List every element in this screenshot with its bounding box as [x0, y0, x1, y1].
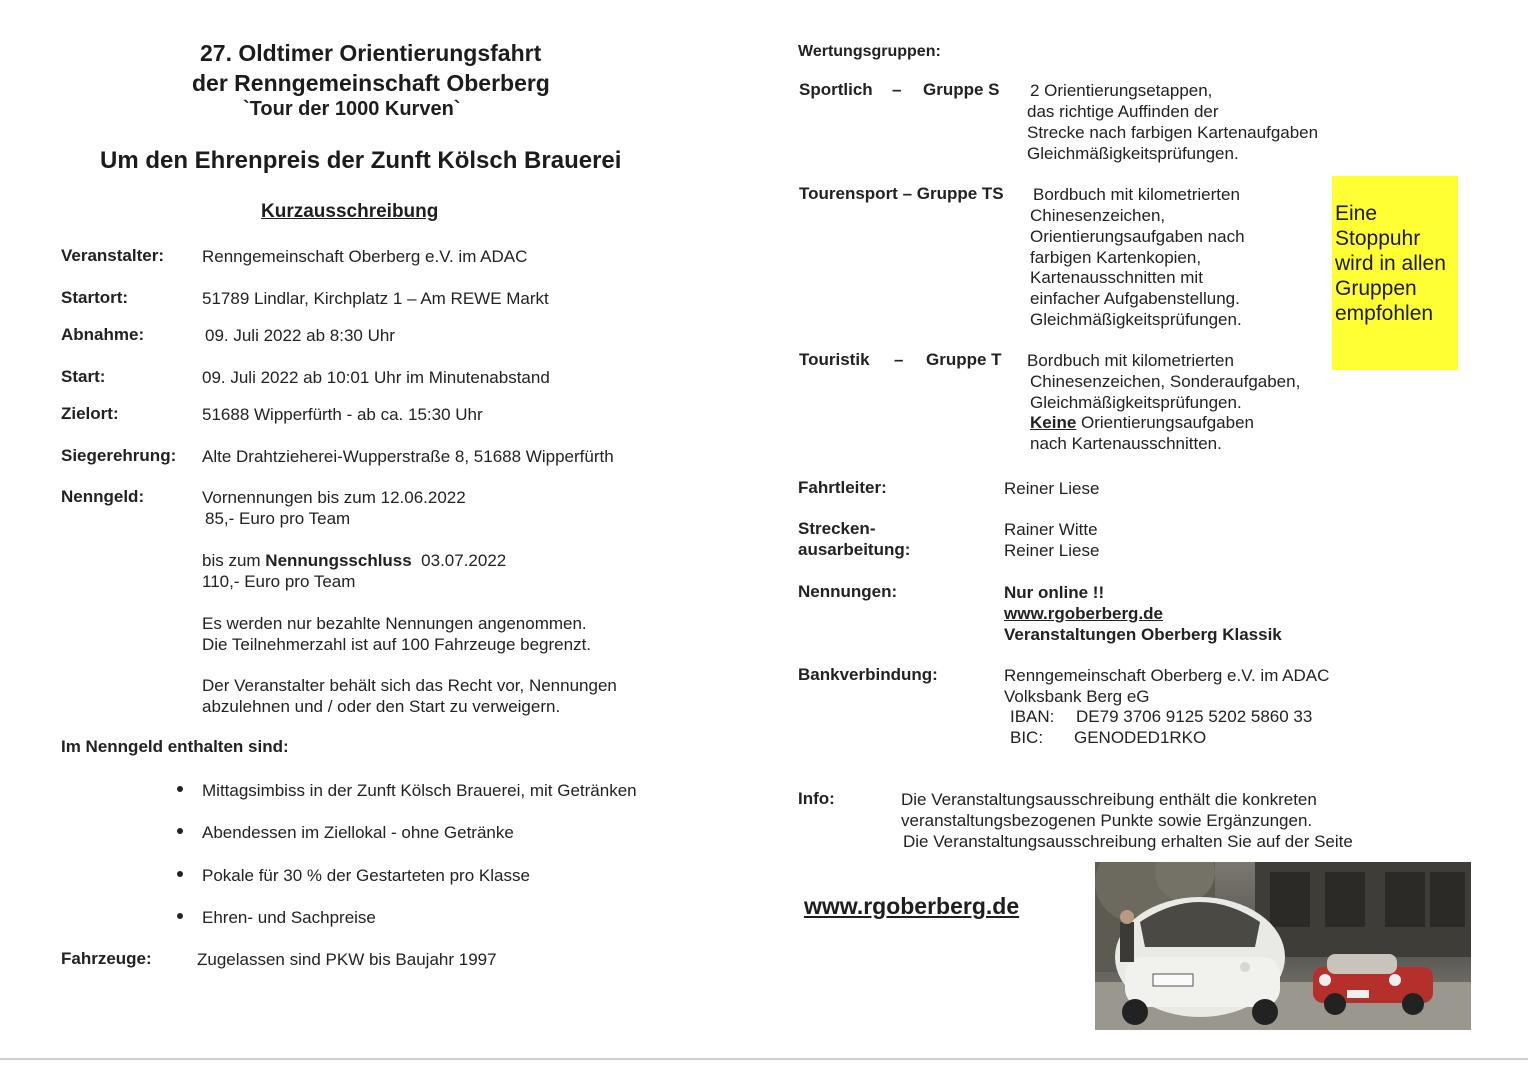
stopwatch-note-line: empfohlen: [1335, 302, 1434, 325]
touristik-line: Bordbuch mit kilometrierten: [1027, 351, 1234, 370]
info-line-3: Die Veranstaltungsausschreibung erhalten Sie auf der Seite: [903, 832, 1353, 851]
stopwatch-note-line: Gruppen: [1335, 277, 1417, 300]
tourensport-line: einfacher Aufgabenstellung.: [1030, 289, 1240, 308]
start-label: Start:: [61, 367, 106, 386]
nenngeld-line-1: Vornennungen bis zum 12.06.2022: [202, 488, 466, 507]
stopwatch-note-box: [1332, 176, 1458, 370]
bic-label: BIC:: [1010, 728, 1044, 747]
info-label: Info:: [798, 789, 835, 808]
touristik-line: Chinesenzeichen, Sonderaufgaben,: [1030, 372, 1301, 391]
nenngeld-line-4: 110,- Euro pro Team: [202, 572, 356, 591]
info-line-2: veranstaltungsbezogenen Punkte sowie Ergänzungen.: [901, 811, 1313, 830]
touristik-line: nach Kartenausschnitten.: [1030, 434, 1222, 453]
iban-label: IBAN:: [1010, 707, 1055, 726]
stopwatch-note-line: Eine: [1335, 202, 1378, 225]
stopwatch-note-line: Stoppuhr: [1335, 227, 1421, 250]
touristik-line-4-rest: Orientierungsaufgaben: [1076, 413, 1254, 432]
bank-label: Bankverbindung:: [798, 665, 938, 684]
section-heading: Kurzausschreibung: [261, 201, 439, 222]
touristik-line: [1030, 413, 1254, 433]
white-bubble-car-icon: [1115, 897, 1285, 1025]
fahrzeuge-value: Zugelassen sind PKW bis Baujahr 1997: [197, 950, 497, 969]
zielort-value: 51688 Wipperfürth - ab ca. 15:30 Uhr: [202, 405, 483, 424]
nennungsschluss-label: Nennungsschluss: [265, 551, 412, 570]
strecken-label-1: Strecken-: [798, 519, 876, 538]
nennungen-line-3: Veranstaltungen Oberberg Klassik: [1004, 625, 1282, 644]
tourensport-line: Orientierungsaufgaben nach: [1030, 227, 1245, 246]
sportlich-dash: –: [892, 80, 902, 99]
sportlich-name: Sportlich: [799, 80, 873, 99]
keine-emphasis: Keine: [1030, 413, 1077, 432]
info-line-1: Die Veranstaltungsausschreibung enthält die konkreten: [901, 790, 1317, 809]
nenngeld-line-3-pre: bis zum: [202, 551, 266, 570]
nenngeld-line-7: Der Veranstalter behält sich das Recht vor, Nennungen: [202, 676, 617, 695]
tourensport-line: Chinesenzeichen,: [1030, 206, 1166, 225]
included-heading: Im Nenngeld enthalten sind:: [61, 737, 289, 756]
vintage-cars-photo: [1095, 862, 1471, 1030]
bic-value: GENODED1RKO: [1074, 728, 1207, 747]
nenngeld-line-8: abzulehnen und / oder den Start zu verweigern.: [202, 697, 561, 716]
sportlich-line: das richtige Auffinden der: [1027, 102, 1219, 121]
touristik-line: Gleichmäßigkeitsprüfungen.: [1030, 393, 1242, 412]
bullet-icon: [177, 871, 183, 877]
sportlich-group: Gruppe S: [923, 80, 1000, 99]
fahrtleiter-value: Reiner Liese: [1004, 479, 1100, 498]
iban-value: DE79 3706 9125 5202 5860 33: [1076, 707, 1313, 726]
abnahme-value: 09. Juli 2022 ab 8:30 Uhr: [205, 326, 395, 345]
bank-line-2: Volksbank Berg eG: [1004, 687, 1150, 706]
nenngeld-label: Nenngeld:: [61, 487, 145, 506]
nenngeld-line-5: Es werden nur bezahlte Nennungen angenommen.: [202, 614, 587, 633]
sportlich-line: Gleichmäßigkeitsprüfungen.: [1027, 144, 1239, 163]
tourensport-line: Bordbuch mit kilometrierten: [1033, 185, 1240, 204]
sportlich-line: Strecke nach farbigen Kartenaufgaben: [1027, 123, 1319, 142]
website-link[interactable]: www.rgoberberg.de: [804, 893, 1020, 919]
sportlich-line: 2 Orientierungsetappen,: [1030, 81, 1213, 100]
siegerehrung-value: Alte Drahtzieherei-Wupperstraße 8, 51688 Wipperfürth: [202, 447, 614, 466]
nennungen-line-1: Nur online !!: [1004, 583, 1105, 602]
wertungsgruppen-heading: Wertungsgruppen:: [798, 43, 941, 60]
bullet-icon: [177, 828, 183, 834]
touristik-group: Gruppe T: [926, 350, 1002, 369]
nenngeld-line-2: 85,- Euro pro Team: [205, 509, 351, 528]
nenngeld-line-6: Die Teilnehmerzahl ist auf 100 Fahrzeuge begrenzt.: [202, 635, 592, 654]
strecken-label-2: ausarbeitung:: [798, 540, 911, 559]
veranstalter-value: Renngemeinschaft Oberberg e.V. im ADAC: [202, 247, 528, 266]
subtitle: Um den Ehrenpreis der Zunft Kölsch Brauerei: [100, 147, 622, 174]
nennungen-label: Nennungen:: [798, 582, 898, 601]
tourensport-line: Gleichmäßigkeitsprüfungen.: [1030, 310, 1242, 329]
bank-line-1: Renngemeinschaft Oberberg e.V. im ADAC: [1004, 666, 1330, 685]
title-line-2: der Renngemeinschaft Oberberg: [192, 70, 550, 96]
strecken-value-1: Rainer Witte: [1004, 520, 1098, 539]
included-item: Abendessen im Ziellokal - ohne Getränke: [202, 823, 514, 842]
bullet-icon: [177, 913, 183, 919]
included-item: Ehren- und Sachpreise: [202, 908, 376, 927]
abnahme-label: Abnahme:: [61, 325, 145, 344]
included-item: Mittagsimbiss in der Zunft Kölsch Brauerei, mit Getränken: [202, 781, 637, 800]
tourensport-name: Tourensport – Gruppe TS: [799, 184, 1004, 203]
title-line-1: 27. Oldtimer Orientierungsfahrt: [200, 40, 542, 66]
zielort-label: Zielort:: [61, 404, 119, 423]
strecken-value-2: Reiner Liese: [1004, 541, 1100, 560]
tourensport-line: Kartenausschnitten mit: [1030, 268, 1203, 287]
nenngeld-line-3-post: 03.07.2022: [411, 551, 507, 570]
stopwatch-note-line: wird in allen: [1335, 252, 1446, 275]
title-line-3: `Tour der 1000 Kurven`: [243, 98, 461, 120]
tourensport-line: farbigen Kartenkopien,: [1030, 248, 1202, 267]
nennungen-website-link[interactable]: www.rgoberberg.de: [1004, 604, 1164, 623]
bottom-divider: [0, 1058, 1528, 1060]
startort-value: 51789 Lindlar, Kirchplatz 1 – Am REWE Markt: [202, 289, 549, 308]
fahrzeuge-label: Fahrzeuge:: [61, 949, 152, 968]
nenngeld-line-3: [202, 551, 506, 571]
touristik-name: Touristik: [799, 350, 870, 369]
startort-label: Startort:: [61, 288, 129, 307]
start-value: 09. Juli 2022 ab 10:01 Uhr im Minutenabstand: [202, 368, 550, 387]
included-item: Pokale für 30 % der Gestarteten pro Klasse: [202, 866, 530, 885]
veranstalter-label: Veranstalter:: [61, 246, 164, 265]
fahrtleiter-label: Fahrtleiter:: [798, 478, 887, 497]
bullet-icon: [177, 786, 183, 792]
touristik-dash: –: [894, 350, 904, 369]
siegerehrung-label: Siegerehrung:: [61, 446, 177, 465]
